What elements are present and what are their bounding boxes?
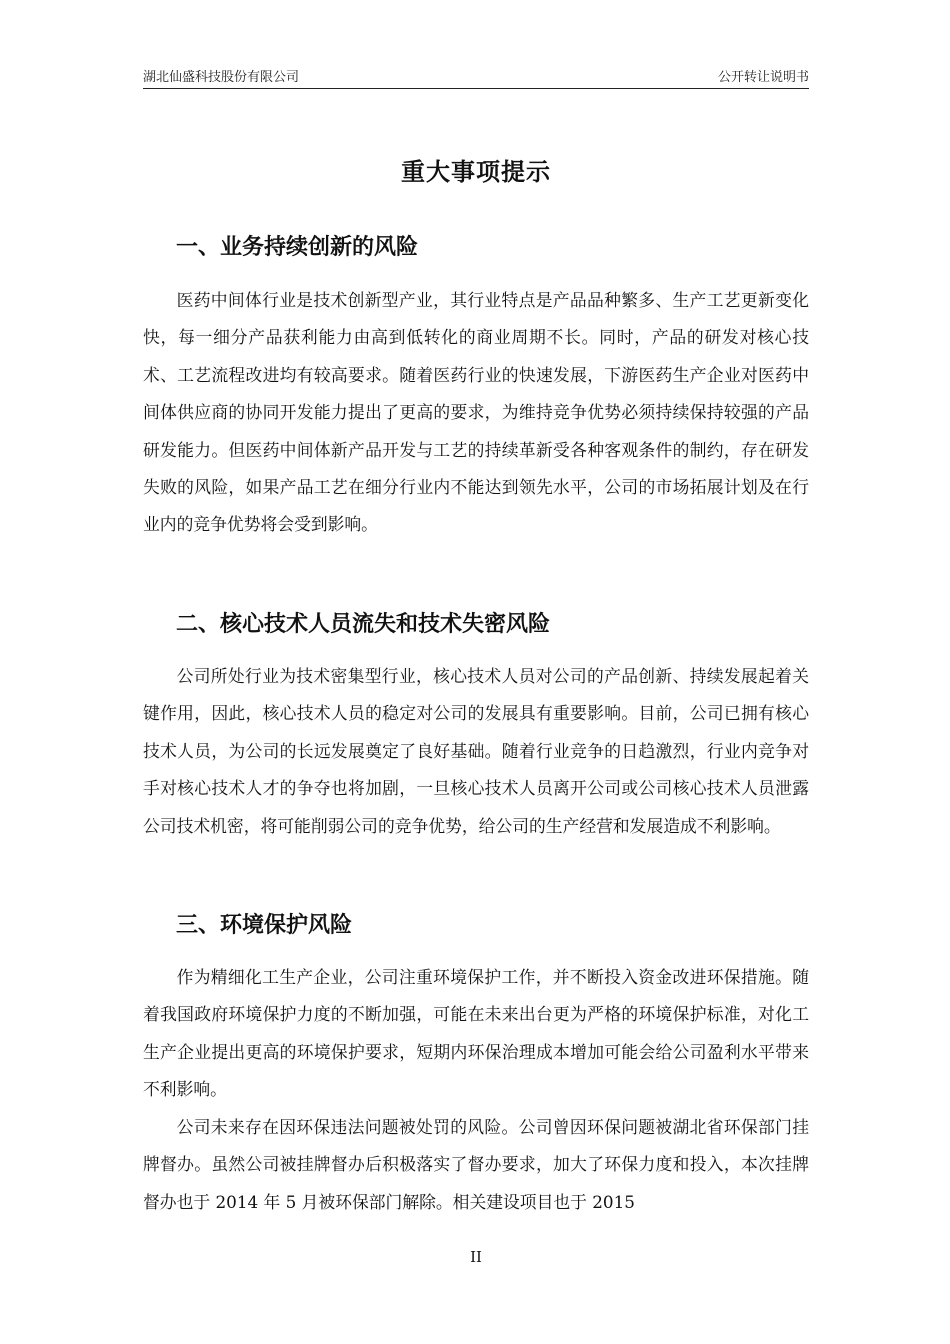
header-document-type: 公开转让说明书 [717,70,809,85]
page-number: II [470,1248,482,1266]
section-2-heading: 二、核心技术人员流失和技术失密风险 [176,612,551,637]
section-3-paragraph-1: 作为精细化工生产企业，公司注重环境保护工作，并不断投入资金改进环保措施。随着我国政府环境保护力度的不断加强，可能在未来出台更为严格的环境保护标准，对化工生产企业提出更高的环境保护要求，短期内环保治理成本增加可能会给公司盈利水平带来不利影响。 [143,967,809,1100]
page-title: 重大事项提示 [401,158,551,186]
section-3-paragraph-2: 公司未来存在因环保违法问题被处罚的风险。公司曾因环保问题被湖北省环保部门挂牌督办。虽然公司被挂牌督办后积极落实了督办要求，加大了环保力度和投入，本次挂牌督办也于 2014 年 5 月被环保部门解除。相关建设项目也于 2015 [143,1117,809,1212]
section-1-heading: 一、业务持续创新的风险 [176,235,419,260]
section-2-paragraph-1: 公司所处行业为技术密集型行业，核心技术人员对公司的产品创新、持续发展起着关键作用，因此，核心技术人员的稳定对公司的发展具有重要影响。目前，公司已拥有核心技术人员，为公司的长远发展奠定了良好基础。随着行业竞争的日趋激烈，行业内竞争对手对核心技术人才的争夺也将加剧，一旦核心技术人员离开公司或公司核心技术人员泄露公司技术机密，将可能削弱公司的竞争优势，给公司的生产经营和发展造成不利影响。 [143,666,809,836]
page-header [143,66,809,89]
section-1-paragraph-1: 医药中间体行业是技术创新型产业，其行业特点是产品品种繁多、生产工艺更新变化快，每一细分产品获利能力由高到低转化的商业周期不长。同时，产品的研发对核心技术、工艺流程改进均有较高要求。随着医药行业的快速发展，下游医药生产企业对医药中间体供应商的协同开发能力提出了更高的要求，为维持竞争优势必须持续保持较强的产品研发能力。但医药中间体新产品开发与工艺的持续革新受各种客观条件的制约，存在研发失败的风险，如果产品工艺在细分行业内不能达到领先水平，公司的市场拓展计划及在行业内的竞争优势将会受到影响。 [143,290,809,535]
section-3-heading: 三、环境保护风险 [176,913,353,938]
header-company-name: 湖北仙盛科技股份有限公司 [143,70,300,85]
